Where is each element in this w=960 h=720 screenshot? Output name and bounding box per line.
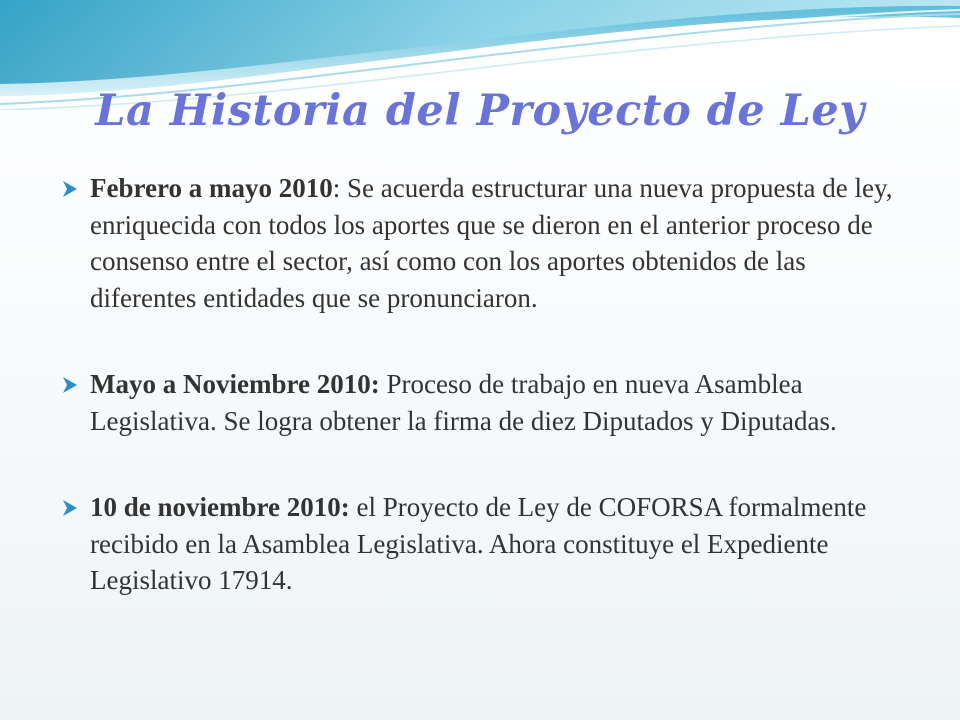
bullet-text: : Se acuerda estructurar una nueva propuesta de ley, enriquecida con todos los aportes que se dieron en el anterior proceso de consenso entre el sector, así como con los aportes obtenidos de las diferentes entidades que se pronunciaron.: [90, 173, 893, 313]
bullet-lead: Febrero a mayo 2010: [90, 173, 333, 203]
arrow-right-icon: [60, 179, 80, 199]
bullet-item: [56, 366, 916, 439]
bullet-list: [56, 170, 916, 599]
bullet-text: Proceso de trabajo en nueva Asamblea Legislativa. Se logra obtener la firma de diez Diputados y Diputadas.: [90, 369, 837, 436]
bullet-text: el Proyecto de Ley de COFORSA formalmente recibido en la Asamblea Legislativa. Ahora constituye el Expediente Legislativo 17914.: [90, 492, 867, 595]
arrow-right-icon: [60, 375, 80, 395]
bullet-lead: 10 de noviembre 2010:: [90, 492, 350, 522]
bullet-item: [56, 489, 916, 599]
arrow-right-icon: [60, 498, 80, 518]
slide-title: La Historia del Proyecto de Ley: [95, 86, 865, 136]
bullet-lead: Mayo a Noviembre 2010:: [90, 369, 380, 399]
bullet-item: [56, 170, 916, 316]
